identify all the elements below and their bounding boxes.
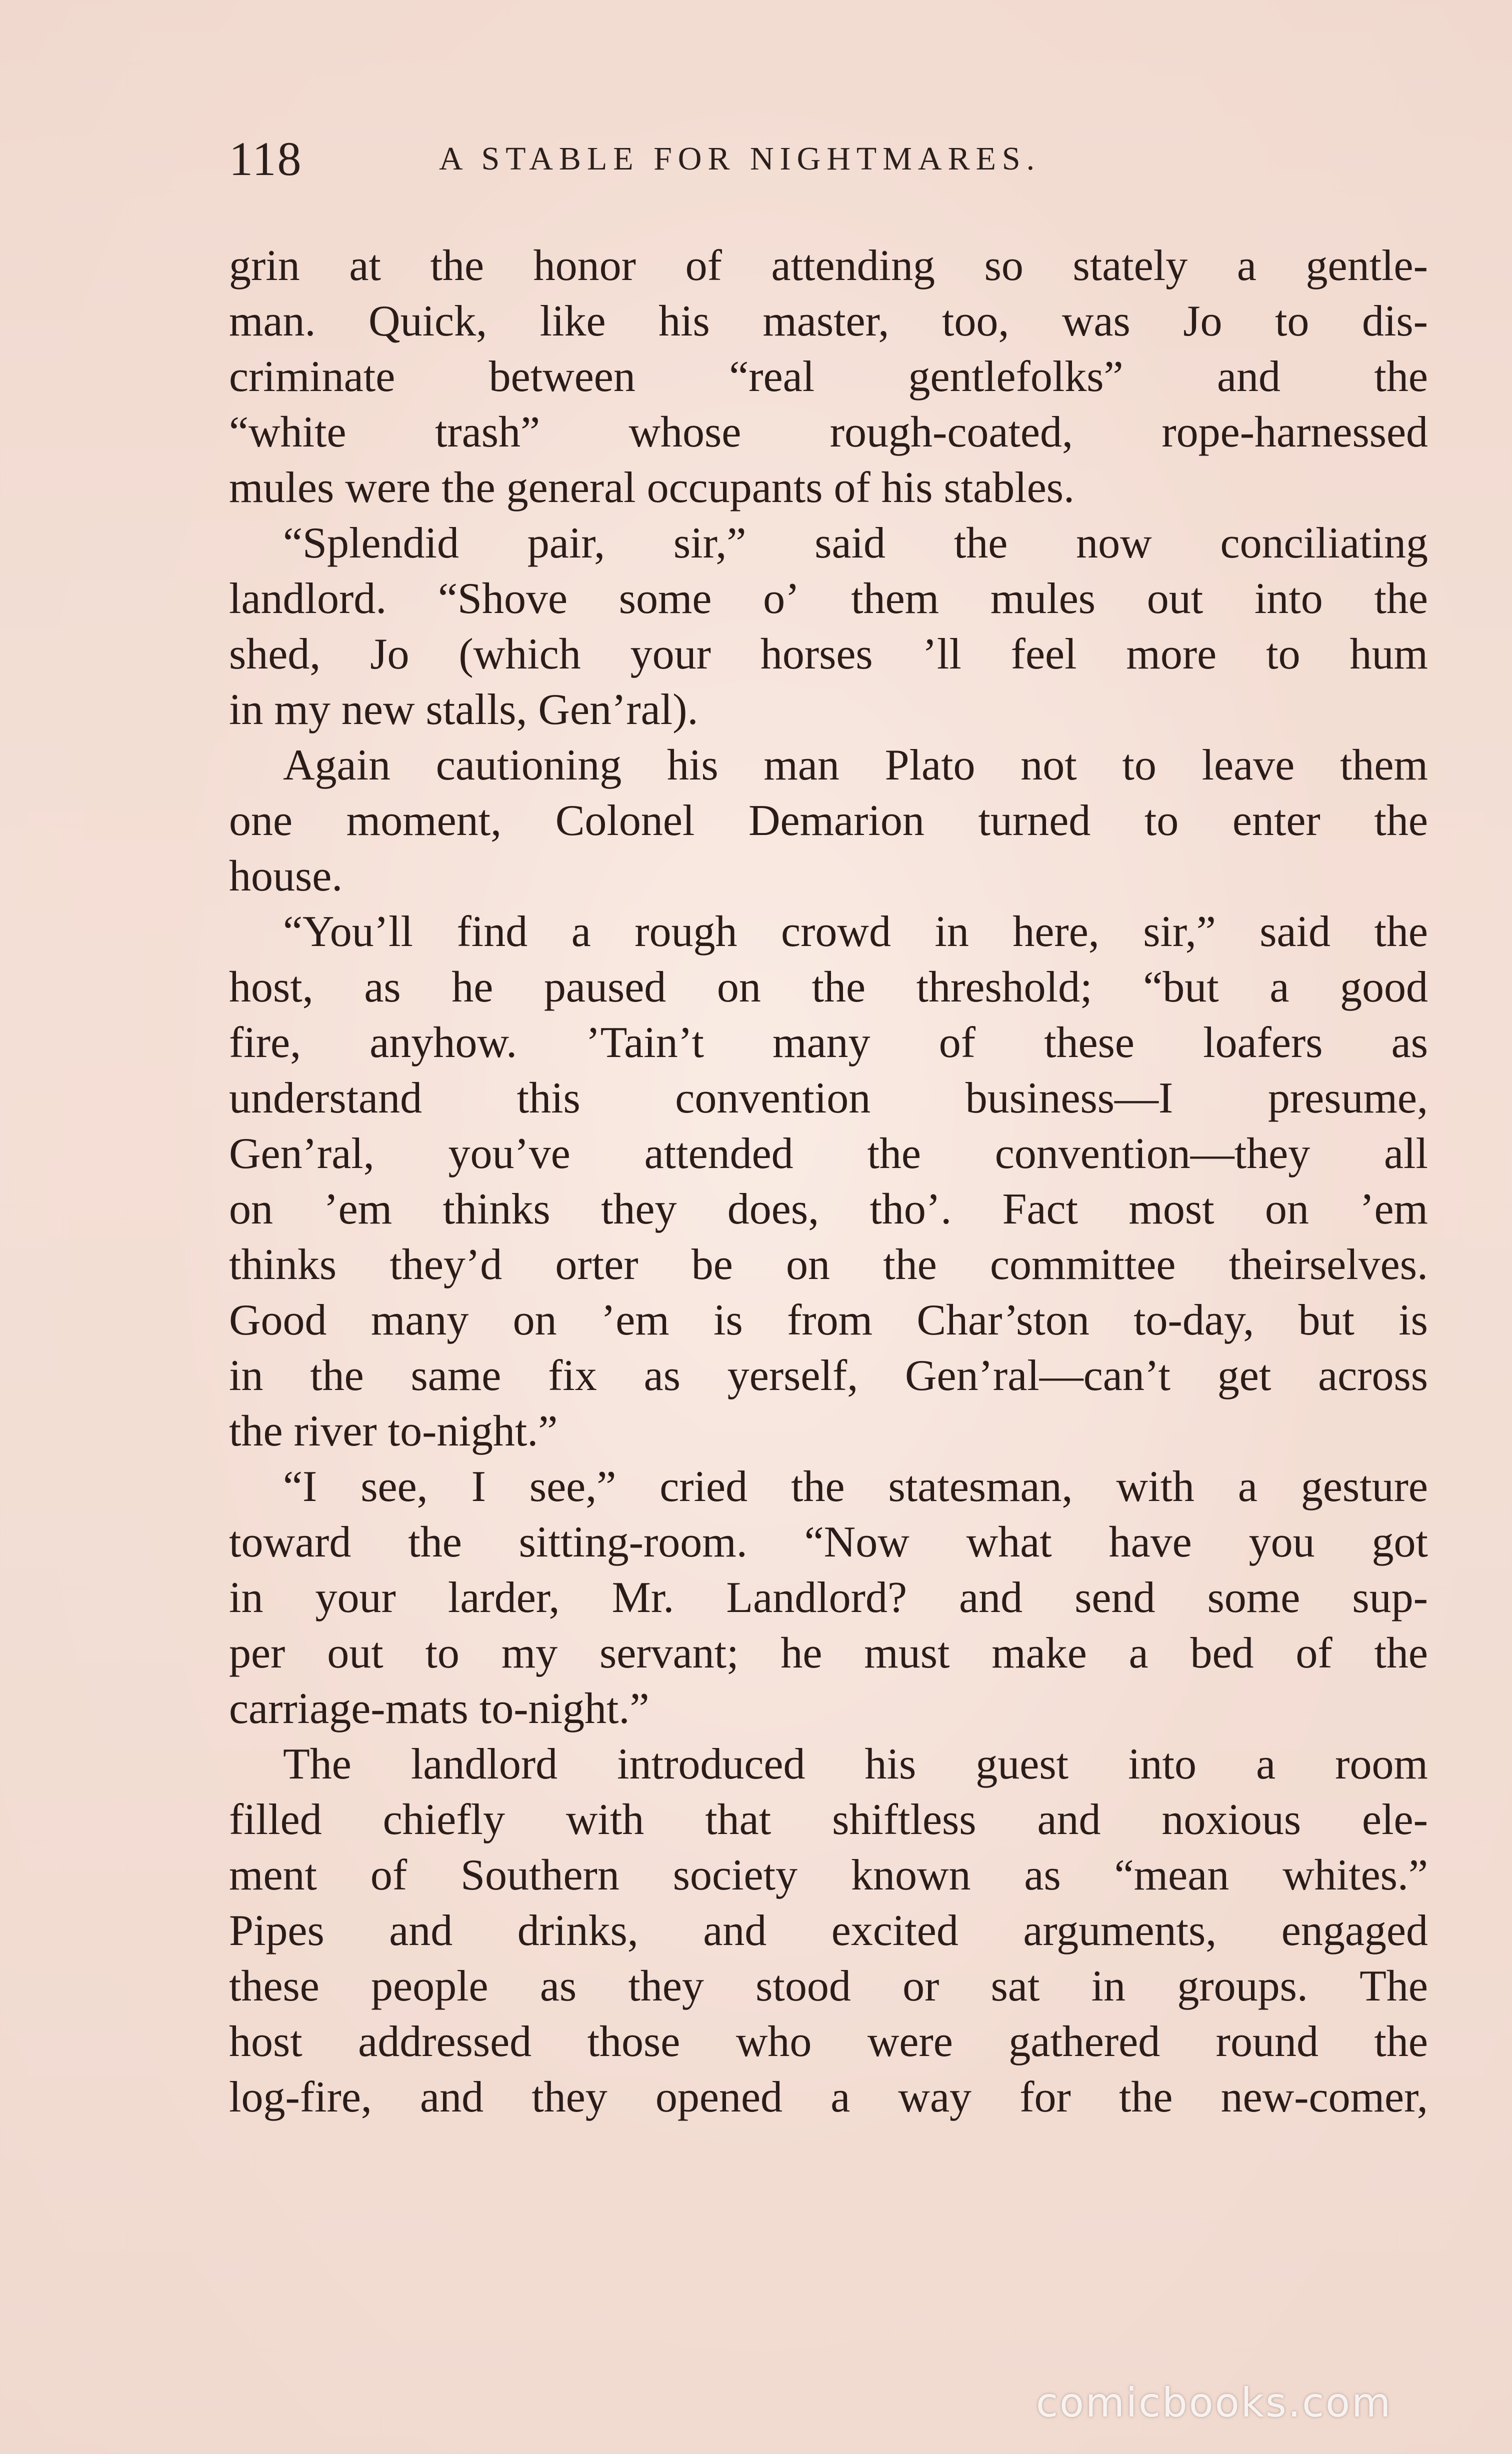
text-line: host addressed those who were gathered round the [229,2018,1428,2066]
text-line: Pipes and drinks, and excited arguments, engaged [229,1906,1428,1955]
text-line: these people as they stood or sat in groups. The [229,1962,1428,2010]
page-number: 118 [229,132,302,186]
text-line: per out to my servant; he must make a bed of the [229,1629,1428,1678]
text-line: criminate between “real gentlefolks” and the [229,352,1428,401]
text-line: in my new stalls, Gen’ral). [229,686,698,734]
text-line: The landlord introduced his guest into a room [283,1740,1428,1788]
text-line: log-fire, and they opened a way for the new-comer, [229,2073,1428,2122]
text-line: grin at the honor of attending so stately a gentle- [229,242,1428,290]
watermark: comicbooks.com [1036,2380,1392,2426]
text-line: man. Quick, like his master, too, was Jo to dis- [229,297,1428,346]
text-line: Good many on ’em is from Char’ston to-day, but is [229,1296,1428,1344]
running-head: A STABLE FOR NIGHTMARES. [439,140,1041,177]
text-line: fire, anyhow. ’Tain’t many of these loafers as [229,1018,1428,1067]
text-line: on ’em thinks they does, tho’. Fact most on ’em [229,1185,1428,1234]
body-text [229,238,1428,2125]
text-line: thinks they’d orter be on the committee theirselves. [229,1240,1428,1289]
text-line: “white trash” whose rough-coated, rope-harnessed [229,408,1428,456]
text-line: “I see, I see,” cried the statesman, with a gesture [283,1462,1428,1511]
text-line: one moment, Colonel Demarion turned to enter the [229,796,1428,845]
text-line: host, as he paused on the threshold; “but a good [229,963,1428,1012]
text-line: ment of Southern society known as “mean whites.” [229,1851,1428,1900]
text-line: in your larder, Mr. Landlord? and send some sup- [229,1574,1428,1622]
text-line: house. [229,852,343,900]
text-line: carriage-mats to-night.” [229,1684,650,1733]
text-line: filled chiefly with that shiftless and noxious ele- [229,1796,1428,1844]
page-header [229,131,1429,201]
text-line: Gen’ral, you’ve attended the convention—they all [229,1130,1428,1178]
text-line: Again cautioning his man Plato not to leave them [283,741,1428,790]
text-line: mules were the general occupants of his stables. [229,464,1074,512]
text-line: toward the sitting-room. “Now what have you got [229,1518,1428,1566]
text-line: landlord. “Shove some o’ them mules out into the [229,574,1428,623]
text-line: “Splendid pair, sir,” said the now conciliating [283,519,1428,568]
text-line: “You’ll find a rough crowd in here, sir,” said the [283,908,1428,956]
text-line: shed, Jo (which your horses ’ll feel more to hum [229,630,1428,678]
text-line: in the same fix as yerself, Gen’ral—can’t get across [229,1352,1428,1400]
text-line: the river to-night.” [229,1407,558,1456]
text-line: understand this convention business—I presume, [229,1074,1428,1122]
